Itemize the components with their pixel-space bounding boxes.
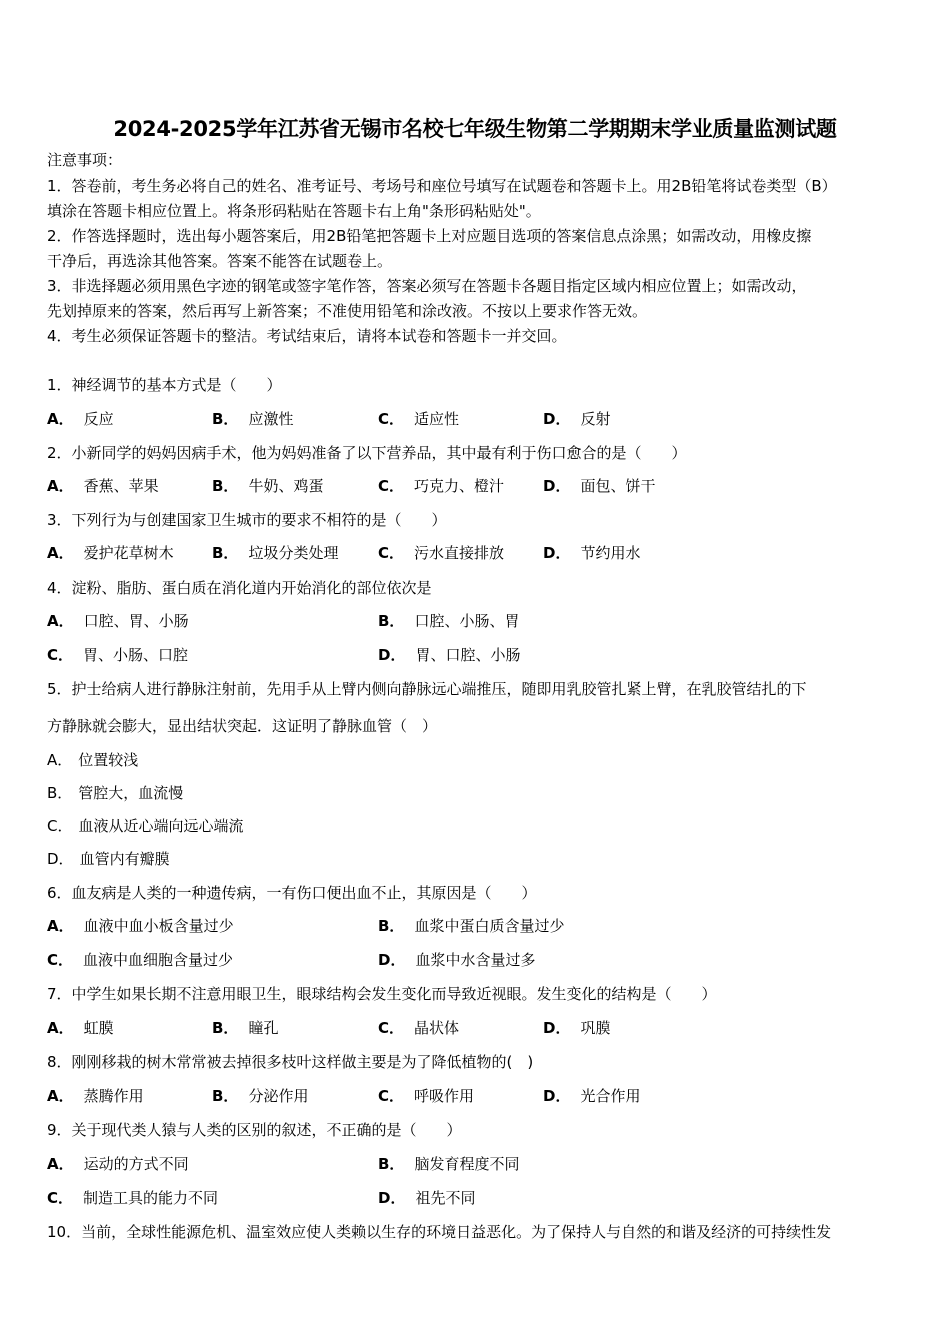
answer-option [47, 1086, 144, 1106]
option-letter: B． [378, 917, 405, 935]
question-stem: 5．护士给病人进行静脉注射前，先用手从上臂内侧向静脉远心端推压，随即用乳胶管扎紧上臂，在乳胶管结扎的下 [47, 680, 807, 698]
option-letter: C． [47, 1189, 74, 1207]
option-letter: D． [378, 1189, 406, 1207]
option-letter: A． [47, 751, 73, 769]
option-letter: A． [47, 544, 74, 562]
answer-option [378, 1188, 475, 1208]
answer-option [378, 645, 520, 665]
answer-option [543, 409, 610, 429]
option-text: 应激性 [248, 410, 294, 428]
answer-option [378, 476, 504, 496]
option-text: 香蕉、苹果 [83, 477, 159, 495]
answer-option [47, 750, 138, 770]
answer-option [47, 950, 233, 970]
option-text: 节约用水 [580, 544, 641, 562]
answer-option [378, 1086, 474, 1106]
question-stem: 6．血友病是人类的一种遗传病，一有伤口便出血不止，其原因是（ ） [47, 884, 537, 902]
option-text: 血管内有瓣膜 [79, 850, 170, 868]
answer-option [378, 543, 504, 563]
option-letter: D． [543, 410, 571, 428]
option-text: 光合作用 [580, 1087, 641, 1105]
option-text: 胃、口腔、小肠 [415, 646, 521, 664]
answer-option [543, 1086, 640, 1106]
question-stem: 8．刚刚移栽的树木常常被去掉很多枝叶这样做主要是为了降低植物的( ) [47, 1053, 534, 1071]
option-text: 口腔、胃、小肠 [83, 612, 189, 630]
option-letter: C． [378, 544, 405, 562]
option-letter: B． [47, 784, 73, 802]
answer-option [212, 543, 338, 563]
option-text: 位置较浅 [78, 751, 139, 769]
option-text: 祖先不同 [415, 1189, 476, 1207]
answer-option [378, 950, 535, 970]
notice-line: 填涂在答题卡相应位置上。将条形码粘贴在答题卡右上角"条形码粘贴处"。 [47, 202, 541, 220]
notice-line: 干净后，再选涂其他答案。答案不能答在试题卷上。 [47, 252, 393, 270]
option-text: 反应 [83, 410, 114, 428]
option-text: 污水直接排放 [414, 544, 505, 562]
option-text: 呼吸作用 [414, 1087, 475, 1105]
answer-option [543, 476, 655, 496]
option-letter: D． [47, 850, 74, 868]
notice-heading: 注意事项： [47, 151, 123, 169]
option-text: 虹膜 [83, 1019, 114, 1037]
option-text: 血浆中蛋白质含量过少 [414, 917, 565, 935]
option-letter: D． [543, 477, 571, 495]
question-stem: 2．小新同学的妈妈因病手术，他为妈妈准备了以下营养品，其中最有利于伤口愈合的是（ ） [47, 444, 687, 462]
notice-line: 1．答卷前，考生务必将自己的姓名、准考证号、考场号和座位号填写在试题卷和答题卡上。用2B铅笔将试卷类型（B） [47, 177, 837, 195]
option-letter: C． [47, 817, 73, 835]
option-text: 血液中血小板含量过少 [83, 917, 234, 935]
answer-option [47, 1188, 218, 1208]
option-text: 巧克力、橙汁 [414, 477, 505, 495]
option-text: 血液中血细胞含量过少 [83, 951, 234, 969]
option-text: 适应性 [414, 410, 460, 428]
option-letter: D． [543, 544, 571, 562]
answer-option [47, 476, 159, 496]
page-title: 2024-2025学年江苏省无锡市名校七年级生物第二学期期末学业质量监测试题 [113, 117, 837, 141]
answer-option [47, 611, 189, 631]
answer-option [212, 476, 323, 496]
notice-line: 3．非选择题必须用黑色字迹的钢笔或签字笔作答，答案必须写在答题卡各题目指定区域内相应位置上；如需改动， [47, 277, 807, 295]
question-stem: 7．中学生如果长期不注意用眼卫生，眼球结构会发生变化而导致近视眼。发生变化的结构是（ ） [47, 985, 717, 1003]
answer-option [212, 1018, 278, 1038]
option-letter: B． [212, 544, 239, 562]
answer-option [378, 1154, 519, 1174]
option-text: 反射 [580, 410, 611, 428]
answer-option [378, 1018, 459, 1038]
option-letter: B． [212, 410, 239, 428]
option-text: 蒸腾作用 [83, 1087, 144, 1105]
answer-option [378, 409, 459, 429]
answer-option [47, 916, 234, 936]
option-letter: A． [47, 1155, 74, 1173]
option-text: 垃圾分类处理 [248, 544, 339, 562]
option-text: 口腔、小肠、胃 [414, 612, 520, 630]
notice-line: 2．作答选择题时，选出每小题答案后，用2B铅笔把答题卡上对应题目选项的答案信息点涂黑；如需改动，用橡皮擦 [47, 227, 812, 245]
option-text: 运动的方式不同 [83, 1155, 189, 1173]
answer-option [47, 645, 188, 665]
answer-option [47, 543, 174, 563]
option-letter: B． [378, 1155, 405, 1173]
option-letter: A． [47, 1019, 74, 1037]
option-text: 胃、小肠、口腔 [83, 646, 189, 664]
option-text: 脑发育程度不同 [414, 1155, 520, 1173]
question-stem: 10．当前，全球性能源危机、温室效应使人类赖以生存的环境日益恶化。为了保持人与自然的和谐及经济的可持续性发 [47, 1223, 832, 1241]
option-text: 牛奶、鸡蛋 [248, 477, 324, 495]
notice-line: 4．考生必须保证答题卡的整洁。考试结束后，请将本试卷和答题卡一并交回。 [47, 327, 567, 345]
question-stem: 方静脉就会膨大，显出结状突起．这证明了静脉血管（ ） [47, 717, 438, 735]
answer-option [543, 543, 640, 563]
question-stem: 3．下列行为与创建国家卫生城市的要求不相符的是（ ） [47, 511, 447, 529]
option-letter: B． [212, 1019, 239, 1037]
question-stem: 9．关于现代类人猿与人类的区别的叙述，不正确的是（ ） [47, 1121, 462, 1139]
answer-option [47, 783, 183, 803]
option-letter: C． [378, 1019, 405, 1037]
answer-option [47, 1154, 189, 1174]
question-stem: 1．神经调节的基本方式是（ ） [47, 376, 282, 394]
option-letter: D． [543, 1087, 571, 1105]
answer-option [212, 1086, 308, 1106]
option-text: 分泌作用 [248, 1087, 309, 1105]
answer-option [212, 409, 293, 429]
answer-option [47, 849, 170, 869]
option-letter: B． [212, 477, 239, 495]
notice-line: 先划掉原来的答案，然后再写上新答案；不准使用铅笔和涂改液。不按以上要求作答无效。 [47, 302, 648, 320]
option-text: 晶状体 [414, 1019, 460, 1037]
option-letter: A． [47, 410, 74, 428]
option-letter: C． [378, 410, 405, 428]
option-letter: A． [47, 477, 74, 495]
option-text: 血液从近心端向远心端流 [78, 817, 244, 835]
option-letter: C． [378, 1087, 405, 1105]
option-text: 面包、饼干 [580, 477, 656, 495]
answer-option [378, 916, 564, 936]
option-letter: C． [378, 477, 405, 495]
option-text: 血浆中水含量过多 [415, 951, 536, 969]
answer-option [378, 611, 519, 631]
option-letter: D． [378, 951, 406, 969]
option-letter: A． [47, 612, 74, 630]
option-text: 巩膜 [580, 1019, 611, 1037]
option-text: 爱护花草树木 [83, 544, 174, 562]
option-text: 瞳孔 [248, 1019, 279, 1037]
option-letter: C． [47, 951, 74, 969]
option-letter: A． [47, 1087, 74, 1105]
answer-option [47, 409, 114, 429]
answer-option [47, 1018, 114, 1038]
option-text: 制造工具的能力不同 [83, 1189, 219, 1207]
option-text: 管腔大，血流慢 [78, 784, 184, 802]
option-letter: A． [47, 917, 74, 935]
option-letter: D． [543, 1019, 571, 1037]
option-letter: C． [47, 646, 74, 664]
question-stem: 4．淀粉、脂肪、蛋白质在消化道内开始消化的部位依次是 [47, 579, 432, 597]
option-letter: B． [212, 1087, 239, 1105]
option-letter: D． [378, 646, 406, 664]
option-letter: B． [378, 612, 405, 630]
answer-option [543, 1018, 610, 1038]
answer-option [47, 816, 244, 836]
